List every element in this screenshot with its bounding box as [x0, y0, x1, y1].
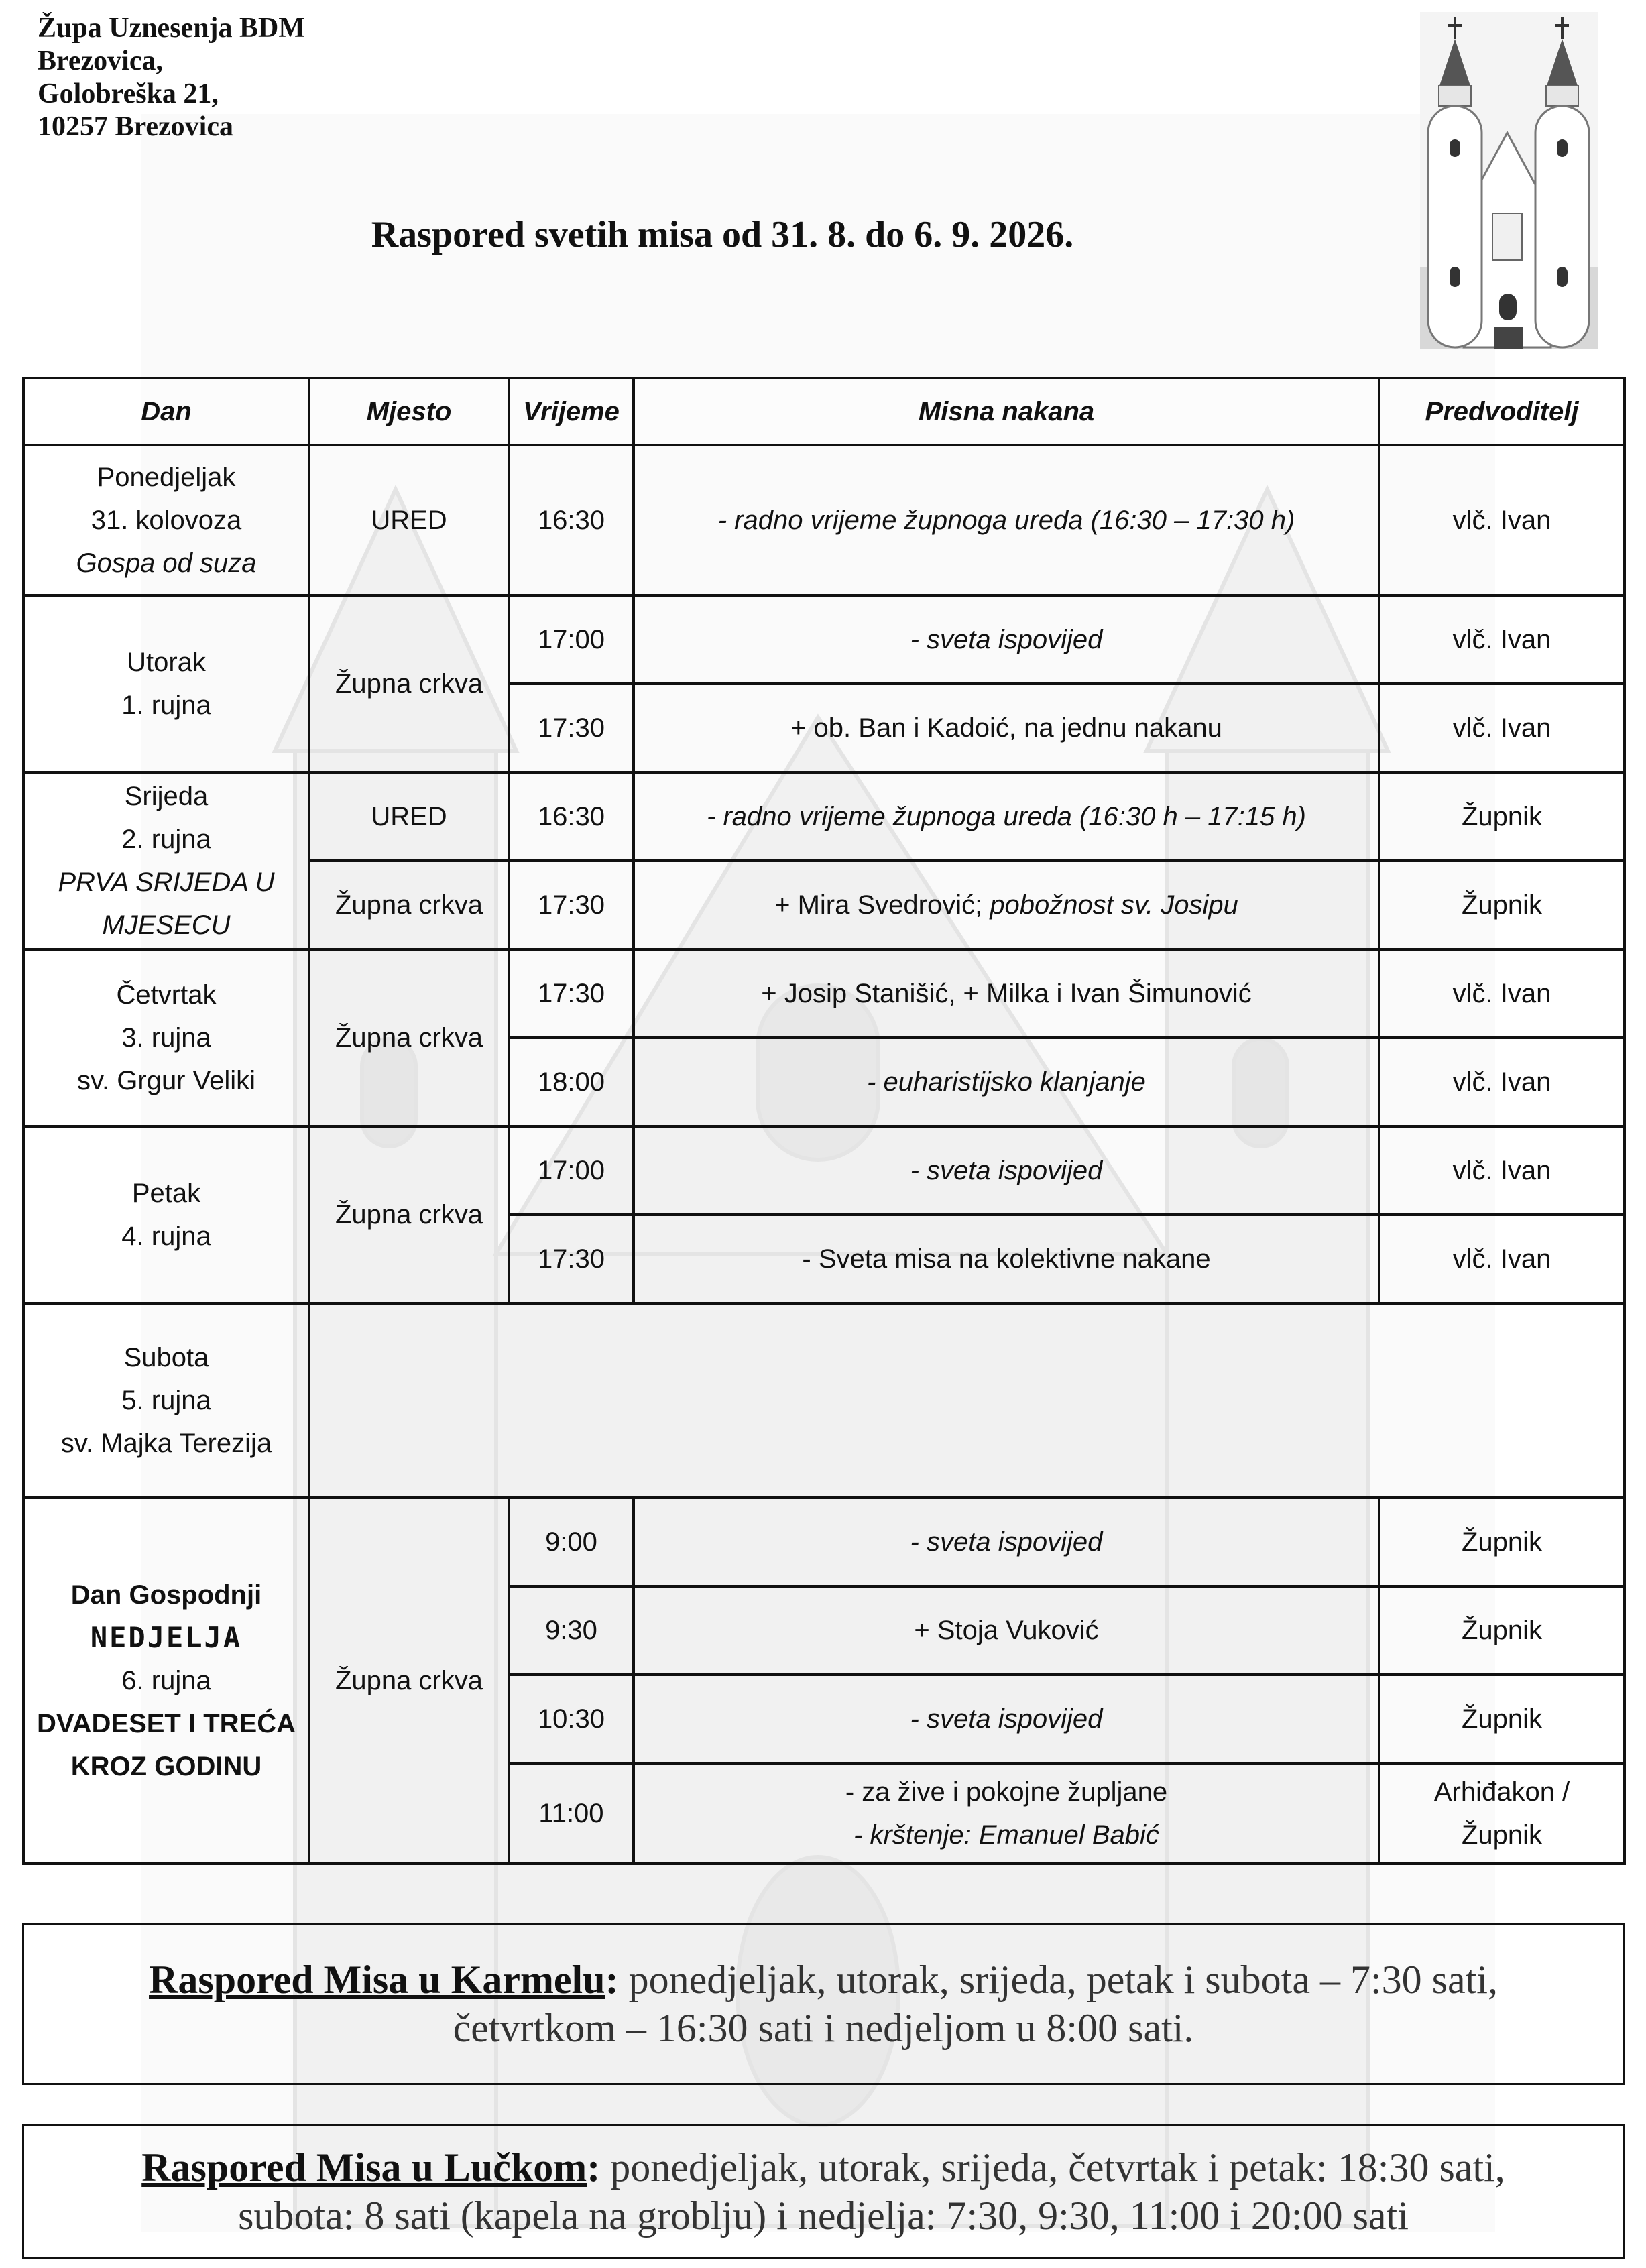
leader-cell: vlč. Ivan — [1379, 1126, 1625, 1215]
mass-schedule-table — [22, 377, 1626, 1865]
day-feast: PRVA SRIJEDA U — [58, 868, 275, 897]
day-cell — [23, 1498, 309, 1864]
intention-cell: - radno vrijeme župnoga ureda (16:30 – 17:30 h) — [634, 445, 1379, 595]
time-cell: 17:30 — [509, 861, 634, 949]
day-cell — [23, 949, 309, 1126]
time-cell: 11:00 — [509, 1763, 634, 1864]
table-row — [23, 445, 1625, 595]
intention-cell: - sveta ispovijed — [634, 1675, 1379, 1763]
time-cell: 17:00 — [509, 595, 634, 684]
day-date: 5. rujna — [121, 1386, 211, 1415]
day-cell — [23, 1126, 309, 1303]
time-cell: 9:30 — [509, 1586, 634, 1675]
address-line: Brezovica, — [38, 46, 163, 76]
karmel-text: ponedjeljak, utorak, srijeda, petak i subota – 7:30 sati, — [618, 1958, 1498, 2002]
intention-devotion: pobožnost sv. Josipu — [990, 890, 1238, 920]
leader-cell — [1379, 1763, 1625, 1864]
intention-cell: - sveta ispovijed — [634, 1126, 1379, 1215]
leader-cell: Župnik — [1379, 772, 1625, 861]
intention-cell — [634, 861, 1379, 949]
day-date: 1. rujna — [121, 691, 211, 720]
leader-cell: Župnik — [1379, 861, 1625, 949]
table-row — [23, 595, 1625, 684]
day-date: 31. kolovoza — [91, 505, 242, 535]
karmel-line-2: četvrtkom – 16:30 sati i nedjeljom u 8:00 sati. — [453, 2006, 1194, 2050]
lucko-colon: : — [587, 2145, 601, 2190]
day-cell — [23, 1303, 309, 1498]
leader-cell: Župnik — [1379, 1586, 1625, 1675]
lucko-schedule-box — [22, 2124, 1625, 2259]
place-cell: URED — [309, 772, 509, 861]
place-cell: Župna crkva — [309, 861, 509, 949]
leader-line: Arhiđakon / — [1433, 1777, 1570, 1807]
day-cell — [23, 595, 309, 772]
intention-text: + Mira Svedrović; — [774, 890, 990, 920]
day-name: Ponedjeljak — [97, 463, 236, 492]
table-row — [23, 949, 1625, 1038]
time-cell: 17:30 — [509, 949, 634, 1038]
intention-cell: - euharistijsko klanjanje — [634, 1038, 1379, 1126]
table-row — [23, 1126, 1625, 1215]
intention-cell — [634, 1763, 1379, 1864]
day-name: Subota — [123, 1343, 209, 1372]
karmel-schedule-box — [22, 1923, 1625, 2085]
day-feast: KROZ GODINU — [70, 1752, 262, 1781]
intention-cell: - Sveta misa na kolektivne nakane — [634, 1215, 1379, 1303]
column-header: Dan — [23, 378, 309, 445]
day-name: Srijeda — [124, 782, 209, 811]
leader-cell: vlč. Ivan — [1379, 445, 1625, 595]
place-cell: Župna crkva — [309, 949, 509, 1126]
leader-cell: vlč. Ivan — [1379, 949, 1625, 1038]
place-cell: Župna crkva — [309, 1498, 509, 1864]
column-header: Misna nakana — [634, 378, 1379, 445]
column-header: Predvoditelj — [1379, 378, 1625, 445]
address-line: Župa Uznesenja BDM — [38, 13, 306, 44]
intention-cell: - sveta ispovijed — [634, 595, 1379, 684]
day-name: Utorak — [127, 648, 206, 677]
leader-cell: vlč. Ivan — [1379, 595, 1625, 684]
time-cell: 10:30 — [509, 1675, 634, 1763]
time-cell: 17:00 — [509, 1126, 634, 1215]
place-cell: Župna crkva — [309, 1126, 509, 1303]
karmel-line-1 — [24, 1956, 1623, 2004]
karmel-label: Raspored Misa u Karmelu — [149, 1958, 605, 2002]
column-header: Mjesto — [309, 378, 509, 445]
day-feast: sv. Majka Terezija — [60, 1429, 272, 1458]
day-feast: DVADESET I TREĆA — [37, 1709, 296, 1738]
empty-cell — [309, 1303, 1625, 1498]
intention-cell: - radno vrijeme župnoga ureda (16:30 h – 17:15 h) — [634, 772, 1379, 861]
leader-cell: Župnik — [1379, 1675, 1625, 1763]
karmel-colon: : — [605, 1958, 619, 2002]
place-cell: Župna crkva — [309, 595, 509, 772]
day-name: NEDJELJA — [90, 1621, 243, 1654]
time-cell: 17:30 — [509, 1215, 634, 1303]
time-cell: 9:00 — [509, 1498, 634, 1586]
day-title: Dan Gospodnji — [70, 1580, 262, 1610]
time-cell: 16:30 — [509, 772, 634, 861]
intention-cell: + Josip Stanišić, + Milka i Ivan Šimunović — [634, 949, 1379, 1038]
intention-cell: - sveta ispovijed — [634, 1498, 1379, 1586]
intention-cell: + Stoja Vuković — [634, 1586, 1379, 1675]
column-header: Vrijeme — [509, 378, 634, 445]
day-date: 6. rujna — [121, 1666, 211, 1695]
lucko-label: Raspored Misa u Lučkom — [141, 2145, 587, 2190]
day-feast: MJESECU — [102, 910, 231, 940]
church-photo — [1420, 12, 1598, 349]
time-cell: 16:30 — [509, 445, 634, 595]
page-title: Raspored svetih misa od 31. 8. do 6. 9. 2026. — [371, 214, 1074, 255]
lucko-line-1 — [24, 2143, 1623, 2192]
day-cell — [23, 445, 309, 595]
table-row — [23, 1498, 1625, 1586]
intention-cell: + ob. Ban i Kadoić, na jednu nakanu — [634, 684, 1379, 772]
leader-cell: vlč. Ivan — [1379, 684, 1625, 772]
leader-cell: Župnik — [1379, 1498, 1625, 1586]
lucko-text: ponedjeljak, utorak, srijeda, četvrtak i petak: 18:30 sati, — [600, 2145, 1505, 2190]
day-date: 2. rujna — [121, 825, 211, 854]
day-name: Četvrtak — [116, 980, 217, 1010]
address-line: 10257 Brezovica — [38, 111, 233, 142]
time-cell: 17:30 — [509, 684, 634, 772]
place-cell: URED — [309, 445, 509, 595]
lucko-line-2: subota: 8 sati (kapela na groblju) i nedjelja: 7:30, 9:30, 11:00 i 20:00 sati — [238, 2194, 1409, 2238]
intention-line: - krštenje: Emanuel Babić — [854, 1820, 1159, 1850]
leader-line: Župnik — [1461, 1820, 1543, 1850]
day-name: Petak — [131, 1179, 201, 1208]
table-row — [23, 772, 1625, 861]
day-feast: sv. Grgur Veliki — [77, 1066, 255, 1095]
time-cell: 18:00 — [509, 1038, 634, 1126]
leader-cell: vlč. Ivan — [1379, 1215, 1625, 1303]
leader-cell: vlč. Ivan — [1379, 1038, 1625, 1126]
day-feast: Gospa od suza — [76, 548, 257, 578]
table-row — [23, 1303, 1625, 1498]
parish-address — [38, 12, 305, 143]
day-cell — [23, 772, 309, 949]
intention-line: - za žive i pokojne župljane — [845, 1777, 1168, 1807]
address-line: Golobreška 21, — [38, 78, 219, 109]
day-date: 4. rujna — [121, 1221, 211, 1251]
table-header-row — [23, 378, 1625, 445]
day-date: 3. rujna — [121, 1023, 211, 1053]
